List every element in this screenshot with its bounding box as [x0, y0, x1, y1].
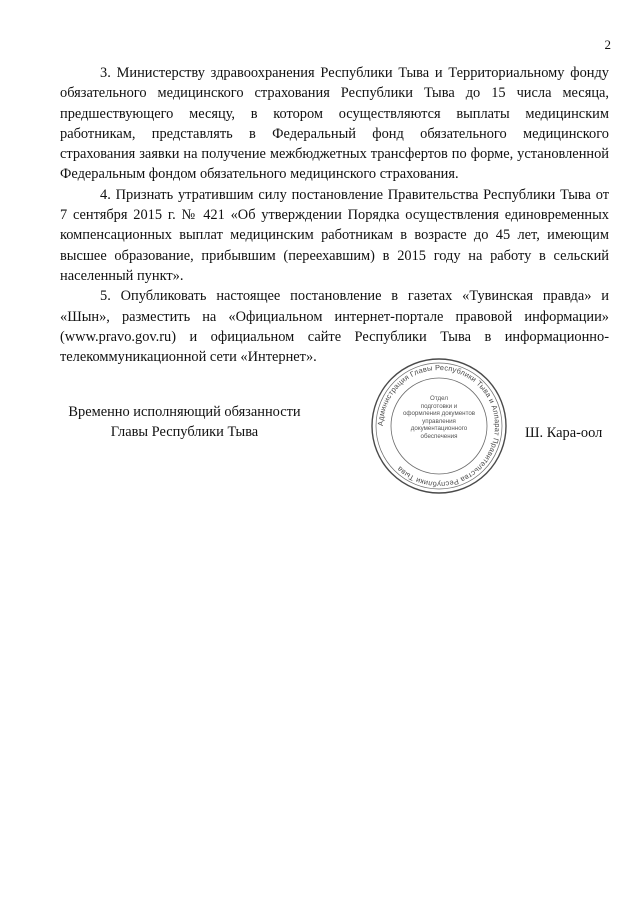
stamp-line-5: документационного	[410, 425, 468, 433]
stamp-line-3: оформления документов	[402, 410, 476, 418]
paragraph-5: 5. Опубликовать настоящее постановление в газетах «Тувинская правда» и «Шын», разместить на «Официальном интернет-портале правовой информации» (www.pravo.gov.ru) и официальном сайте Республики Тыва в информационно-телекоммуникационной сети «Интернет».	[60, 288, 609, 366]
stamp-line-1: Отдел	[430, 395, 448, 402]
document-body	[60, 63, 609, 367]
stamp-inner-text	[397, 395, 481, 441]
signatory-position	[62, 402, 307, 442]
stamp-line-2: подготовки и	[420, 402, 458, 410]
stamp-line-4: управления	[422, 417, 456, 425]
signatory-position-line-1: Временно исполняющий обязанности	[68, 404, 301, 420]
paragraph-4: 4. Признать утратившим силу постановление Правительства Республики Тыва от 7 сентября 2015 г. № 421 «Об утверждении Порядка осуществления единовременных компенсационных выплат медицинским работникам в возрасте до 45 лет, имеющим высшее образование, прибывшим (переехавшим) в 2015 году на работу в сельский населенный пункт».	[60, 186, 609, 284]
page-number: 2	[604, 37, 611, 52]
stamp-outer-text: Администрация Главы Республики Тыва и Аппарат Правительства Республики Тыва	[375, 362, 503, 490]
signatory-position-line-2: Главы Республики Тыва	[110, 424, 259, 440]
stamp-line-6: обеспечения	[420, 432, 458, 440]
signatory-name: Ш. Кара-оол	[525, 425, 603, 441]
official-stamp	[369, 356, 509, 496]
paragraph-3: 3. Министерству здравоохранения Республики Тыва и Территориальному фонду обязательного медицинского страхования Республики Тыва до 15 числа месяца, предшествующего месяцу, в котором осуществляются выплаты медицинским работникам, представлять в Федеральный фонд обязательного медицинского страхования заявки на получение межбюджетных трансфертов по форме, установленной Федеральным фондом обязательного медицинского страхования.	[60, 65, 609, 183]
